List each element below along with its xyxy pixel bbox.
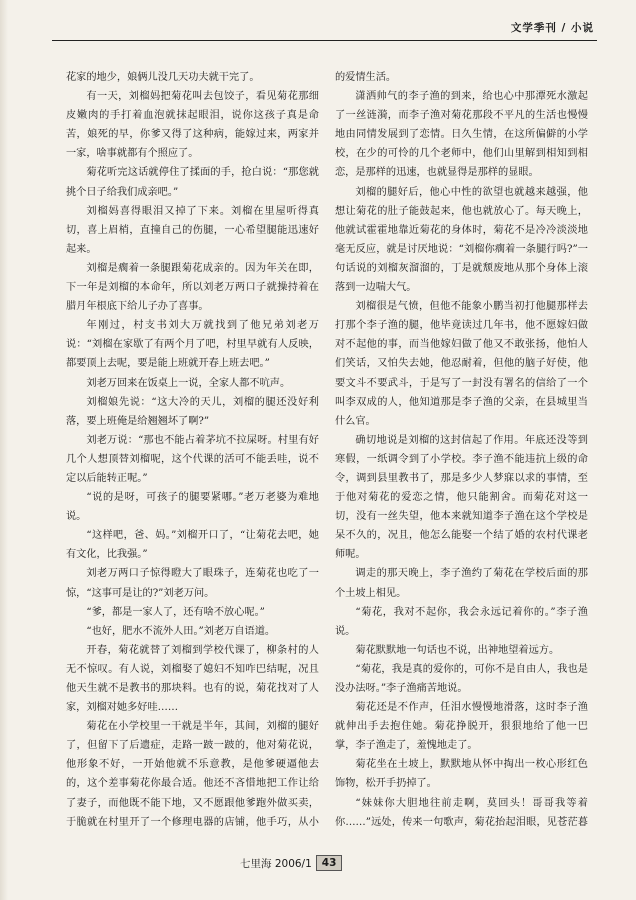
paragraph: 的爱情生活。: [335, 72, 397, 83]
paragraph: “说的是呀，可孩子的腿要紧哪。”老万老婆为难地说。: [66, 492, 319, 523]
left-column: [66, 68, 319, 828]
header-rule: [52, 40, 597, 41]
page-number: 43: [316, 855, 343, 871]
paragraph: 菊花还是不作声，任泪水慢慢地滑落，这时李子渔就伸出手去抱住她。菊花挣脱开，狠狠地给了他一巴掌，李子渔走了，羞愧地走了。: [335, 702, 588, 752]
page-footer: [240, 853, 342, 873]
paragraph: 确切地说是刘榴的这封信起了作用。年底还没等到寒假，一纸调令到了小学校。李子渔不能违抗上级的命令，调到县里教书了，那是多少人梦寐以求的事情，至于他对菊花的爱恋之情，他只能割舍。而菊花对这一切，没有一丝失望，他本来就知道李子渔在这个学校是呆不久的，况且，他怎么能娶一个结了婚的农村代课老师呢。: [335, 434, 588, 561]
paragraph: 菊花坐在土坡上，默默地从怀中掏出一枚心形红色饰物，松开手扔掉了。: [335, 759, 588, 790]
paragraph: 有一天，刘榴妈把菊花叫去包饺子，看见菊花那细皮嫩肉的手打着血泡就抹起眼泪，说你这孩子真是命苦，娘死的早，你爹又得了这种病，能嫁过来，两家并一家，啥事就都有个照应了。: [66, 91, 319, 160]
paragraph: 刘老万两口子惊得瞪大了眼珠子，连菊花也吃了一惊，“这事可是让的?”刘老万问。: [66, 568, 319, 599]
paragraph: “这样吧，爸、妈。”刘榴开口了，“让菊花去吧，她有文化，比我强。”: [66, 530, 319, 561]
paragraph: 刘榴娘先说：“这大冷的天儿，刘榴的腿还没好利落，要上班俺是给翘翘坏了啊?”: [66, 396, 319, 427]
paragraph: 刘榴很是气愤，但他不能象小鹏当初打他腿那样去打那个李子渔的腿，他毕竟读过几年书，他不愿嫁妇做对不起他的事，而当他嫁妇做了他又不敢张扬，他怕人们笑话，又怕失去她，他忍耐着，但他的脑子好使，他要文斗不要武斗，于是写了一封没有署名的信给了一个叫李双成的人，他知道那是李子渔的父亲，在县城里当什么官。: [335, 301, 588, 427]
paragraph: 刘老万说：“那也不能占着茅坑不拉屎呀。村里有好几个人想顶替刘榴呢，这个代课的活可不能丢哇，说不定以后能转正呢。”: [66, 434, 319, 484]
paragraph: 刘榴的腿好后，他心中性的欲望也就越来越强，他想让菊花的肚子能鼓起来，他也就放心了。每天晚上，他就试霍霍地靠近菊花的身体时，菊花不是冷冷淡淡地毫无反应，就是讨厌地说：“刘榴你瘸着一条腿行吗?”一句话说的刘榴灰溜溜的，丁是就颓废地从那个身体上滚落到一边喘大气。: [335, 186, 588, 294]
paragraph: “菊花，我对不起你，我会永远记着你的。”李子渔说。: [335, 606, 588, 637]
paragraph: “妹妹你大胆地往前走啊，莫回头！哥哥我等着你……”远处，传来一句歌声，菊花抬起泪眼，见苍茫暮: [335, 797, 588, 828]
paragraph: 调走的那天晚上，李子渔约了菊花在学校后面的那个土坡上相见。: [335, 568, 588, 599]
paragraph: 刘老万回来在饭桌上一说，全家人都不吭声。: [86, 377, 291, 389]
paragraph: 菊花听完这话就停住了揉面的手，抢白说：“那您就挑个日子给我们成亲吧。”: [66, 167, 319, 198]
paragraph: 开春，菊花就替了刘榴到学校代课了，柳条村的人无不惊叹。有人说，刘榴娶了媳妇不知咋巴结呢，况且他天生就不是教书的那块料。也有的说，菊花找对了人家，刘榴对她多好哇……: [66, 644, 319, 714]
scan-edge-shadow: [0, 0, 8, 900]
footer-publication: 七里海 2006/1: [240, 857, 312, 870]
paragraph: “也好，肥水不流外人田。”刘老万自语道。: [86, 625, 276, 637]
right-column: [335, 68, 588, 828]
section-header: 文学季刊 / 小说: [510, 22, 594, 34]
paragraph: 年刚过，村支书刘大万就找到了他兄弟刘老万说：“刘榴在家歇了有两个月了吧，村里早就有人反映，都要顶上去呢，要是能上班就开春上班去吧。”: [66, 320, 319, 370]
paragraph: 刘榴妈喜得眼泪又掉了下来。刘榴在里屋听得真切，喜上眉梢，直撞自己的伤腿，一心希望腿能迅速好起来。: [66, 205, 319, 255]
paragraph: 菊花默默地一句话也不说，出神地望着远方。: [355, 644, 560, 656]
paragraph: “菊花，我是真的爱你的，可你不是自由人，我也是没办法呀。”李子渔痛苦地说。: [335, 663, 588, 694]
paragraph: 菊花在小学校里一干就是半年，其间，刘榴的腿好了，但留下了后遗症，走路一跛一跛的，他对菊花说，他形象不好，一开始他就不乐意教，是他爹硬逼他去的，这个差事菊花你最合适。他还不吝惜地把工作让给了妻子，而他既不能下地，又不愿跟他爹跑外做买卖，于脆就在村里开了一个修理电器的店铺，他手巧，从小: [66, 721, 319, 828]
paragraph: 刘榴是瘸着一条腿跟菊花成亲的。因为年关在即，下一年是刘榴的本命年，所以刘老万两口子就操持着在腊月年根底下给儿子办了喜事。: [66, 262, 319, 313]
paragraph: 潇洒帅气的李子渔的到来，给也心中那潭死水激起了一丝涟漪，而李子渔对菊花那段不平凡的生活也慢慢地由同情发展到了恋情。日久生情，在这所偏僻的小学校，在少的可怜的几个老师中，他们山里解到相知到相恋，是那样的迅速，也就显得是那样的显眼。: [335, 91, 588, 179]
paragraph: 花家的地少，娘俩儿没几天功夫就干完了。: [66, 72, 260, 83]
paragraph: “爹，都是一家人了，还有啥不放心呢。”: [86, 606, 265, 618]
